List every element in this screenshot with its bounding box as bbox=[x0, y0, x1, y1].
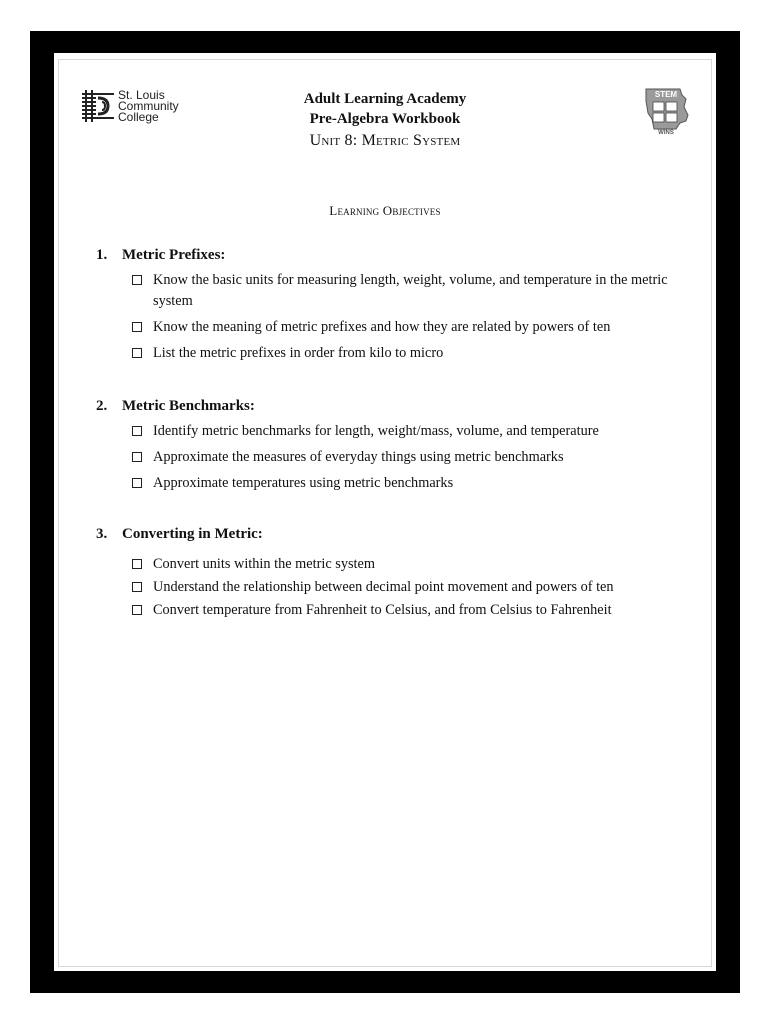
checkbox[interactable] bbox=[132, 452, 142, 462]
section-number: 2. bbox=[96, 398, 108, 414]
page-border bbox=[58, 59, 712, 967]
workbook-title: Pre-Algebra Workbook bbox=[309, 111, 461, 127]
objective-item bbox=[132, 577, 696, 598]
section-title bbox=[96, 524, 696, 544]
section-title bbox=[96, 396, 696, 416]
logo-line: College bbox=[118, 109, 159, 124]
objective-item bbox=[132, 270, 696, 312]
objective-list bbox=[132, 421, 696, 494]
checkbox[interactable] bbox=[132, 322, 142, 332]
objective-text: Know the basic units for measuring length, weight, volume, and temperature in the metric system bbox=[153, 272, 668, 309]
unit-title: Unit 8: Metric System bbox=[309, 132, 461, 149]
objective-text: Convert temperature from Fahrenheit to Celsius, and from Celsius to Fahrenheit bbox=[153, 602, 612, 618]
objective-text: Approximate the measures of everyday things using metric benchmarks bbox=[153, 449, 564, 465]
document-frame bbox=[30, 31, 740, 993]
section-metric-benchmarks bbox=[96, 396, 696, 494]
checkbox[interactable] bbox=[132, 559, 142, 569]
checkbox[interactable] bbox=[132, 348, 142, 358]
checkbox[interactable] bbox=[132, 582, 142, 592]
objective-text: Understand the relationship between decimal point movement and powers of ten bbox=[153, 579, 614, 595]
section-title-text: Metric Prefixes: bbox=[122, 247, 226, 263]
checkbox[interactable] bbox=[132, 426, 142, 436]
objective-item bbox=[132, 473, 696, 494]
section-number: 3. bbox=[96, 526, 108, 542]
checkbox[interactable] bbox=[132, 478, 142, 488]
objective-item bbox=[132, 421, 696, 442]
logo-line: Community bbox=[118, 98, 179, 113]
badge-bottom-text: WINS bbox=[658, 130, 674, 135]
academy-title: Adult Learning Academy bbox=[303, 91, 467, 107]
objective-list bbox=[132, 554, 696, 621]
section-converting-in-metric bbox=[96, 524, 696, 621]
objective-text: Identify metric benchmarks for length, weight/mass, volume, and temperature bbox=[153, 423, 599, 439]
section-title-text: Metric Benchmarks: bbox=[122, 398, 255, 414]
checkbox[interactable] bbox=[132, 605, 142, 615]
section-title bbox=[96, 245, 696, 265]
objective-item bbox=[132, 343, 696, 364]
objectives-heading: Learning Objectives bbox=[329, 203, 441, 218]
objective-text: Convert units within the metric system bbox=[153, 556, 375, 572]
objective-list bbox=[132, 270, 696, 364]
logo-line: St. Louis bbox=[118, 87, 165, 102]
checkbox[interactable] bbox=[132, 275, 142, 285]
objective-item bbox=[132, 447, 696, 468]
objective-item bbox=[132, 317, 696, 338]
section-metric-prefixes bbox=[96, 245, 696, 364]
section-title-text: Converting in Metric: bbox=[122, 526, 263, 542]
objective-text: Know the meaning of metric prefixes and how they are related by powers of ten bbox=[153, 319, 611, 335]
objective-item bbox=[132, 600, 696, 621]
badge-top-text: STEM bbox=[654, 90, 678, 99]
objective-item bbox=[132, 554, 696, 575]
objective-text: List the metric prefixes in order from kilo to micro bbox=[153, 345, 444, 361]
document-header bbox=[54, 89, 716, 152]
section-number: 1. bbox=[96, 247, 108, 263]
objective-text: Approximate temperatures using metric benchmarks bbox=[153, 475, 454, 491]
document-page bbox=[54, 53, 716, 971]
